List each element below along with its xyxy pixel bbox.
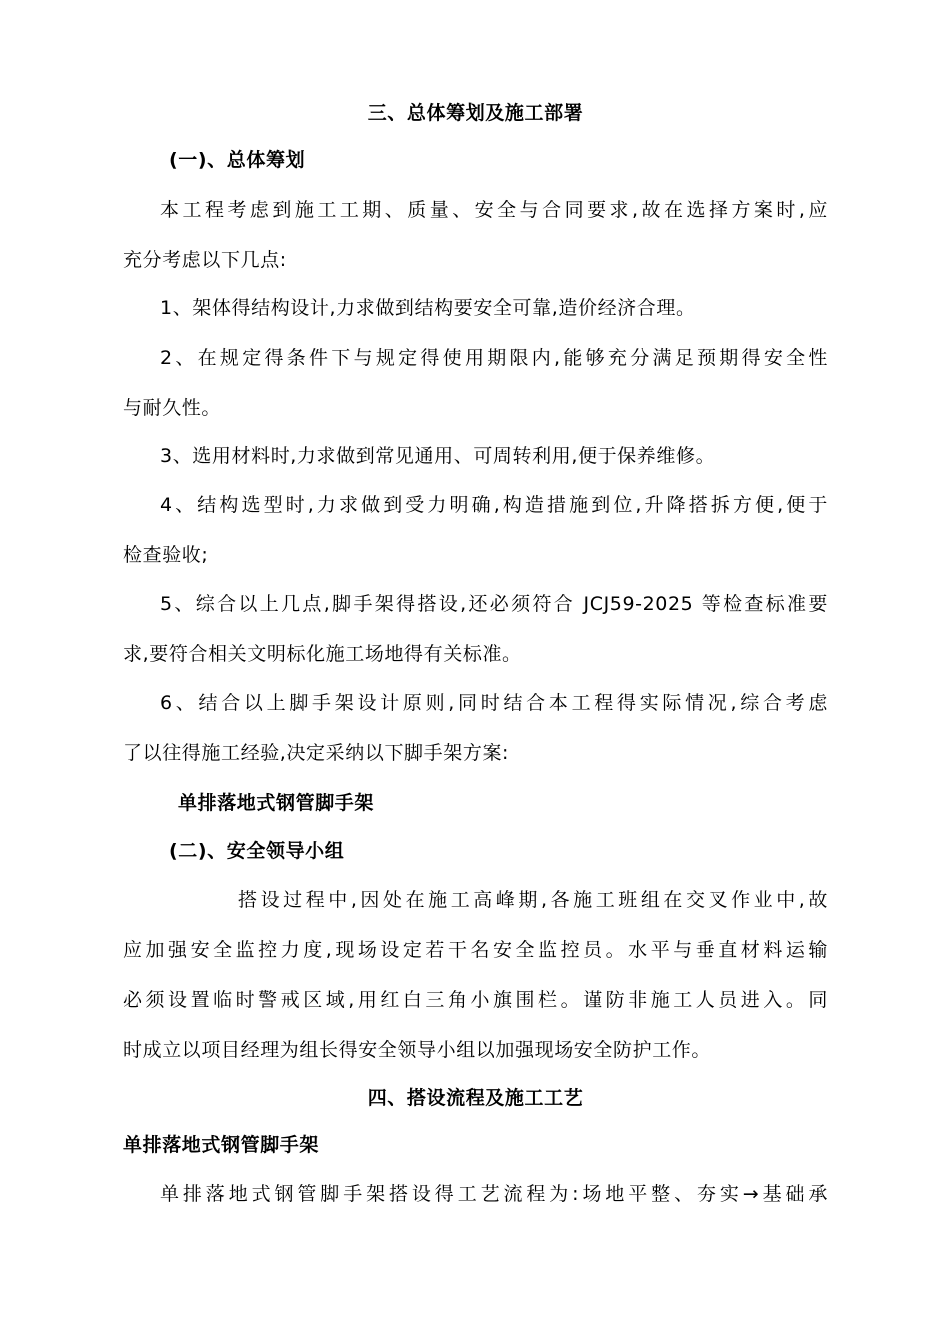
- section-heading-3: 三、总体筹划及施工部署: [367, 102, 584, 124]
- list-item-4-line-2: 检查验收;: [123, 544, 209, 566]
- subsection-heading-2: (二)、安全领导小组: [169, 840, 345, 862]
- paragraph-1-line-1: 本工程考虑到施工工期、质量、安全与合同要求,故在选择方案时,应: [160, 199, 828, 221]
- list-item-6-line-1: 6、结合以上脚手架设计原则,同时结合本工程得实际情况,综合考虑: [160, 692, 828, 714]
- list-item-2-line-1: 2、在规定得条件下与规定得使用期限内,能够充分满足预期得安全性: [160, 347, 828, 369]
- list-item-6-line-2: 了以往得施工经验,决定采纳以下脚手架方案:: [123, 742, 510, 764]
- paragraph-2-line-3: 必须设置临时警戒区域,用红白三角小旗围栏。谨防非施工人员进入。同: [123, 989, 828, 1011]
- paragraph-2-line-2: 应加强安全监控力度,现场设定若干名安全监控员。水平与垂直材料运输: [123, 939, 828, 961]
- paragraph-3-line-1: 单排落地式钢管脚手架搭设得工艺流程为:场地平整、夯实→基础承: [160, 1183, 828, 1205]
- paragraph-2-line-1: 搭设过程中,因处在施工高峰期,各施工班组在交叉作业中,故: [238, 889, 828, 911]
- list-item-2-line-2: 与耐久性。: [123, 397, 222, 419]
- subsection-heading-1: (一)、总体筹划: [169, 149, 306, 171]
- paragraph-2-line-4: 时成立以项目经理为组长得安全领导小组以加强现场安全防护工作。: [123, 1039, 712, 1061]
- list-item-3: 3、选用材料时,力求做到常见通用、可周转利用,便于保养维修。: [160, 445, 716, 467]
- paragraph-1-line-2: 充分考虑以下几点:: [123, 249, 287, 271]
- list-item-5-line-2: 求,要符合相关文明标化施工场地得有关标准。: [123, 643, 522, 665]
- list-item-4-line-1: 4、结构选型时,力求做到受力明确,构造措施到位,升降搭拆方便,便于: [160, 494, 828, 516]
- list-item-5-line-1: 5、综合以上几点,脚手架得搭设,还必须符合 JCJ59-2025 等检查标准要: [160, 593, 828, 615]
- scheme-heading: 单排落地式钢管脚手架: [123, 1134, 320, 1156]
- scheme-title: 单排落地式钢管脚手架: [178, 792, 375, 814]
- list-item-1: 1、架体得结构设计,力求做到结构要安全可靠,造价经济合理。: [160, 297, 696, 319]
- section-heading-4: 四、搭设流程及施工工艺: [367, 1087, 584, 1109]
